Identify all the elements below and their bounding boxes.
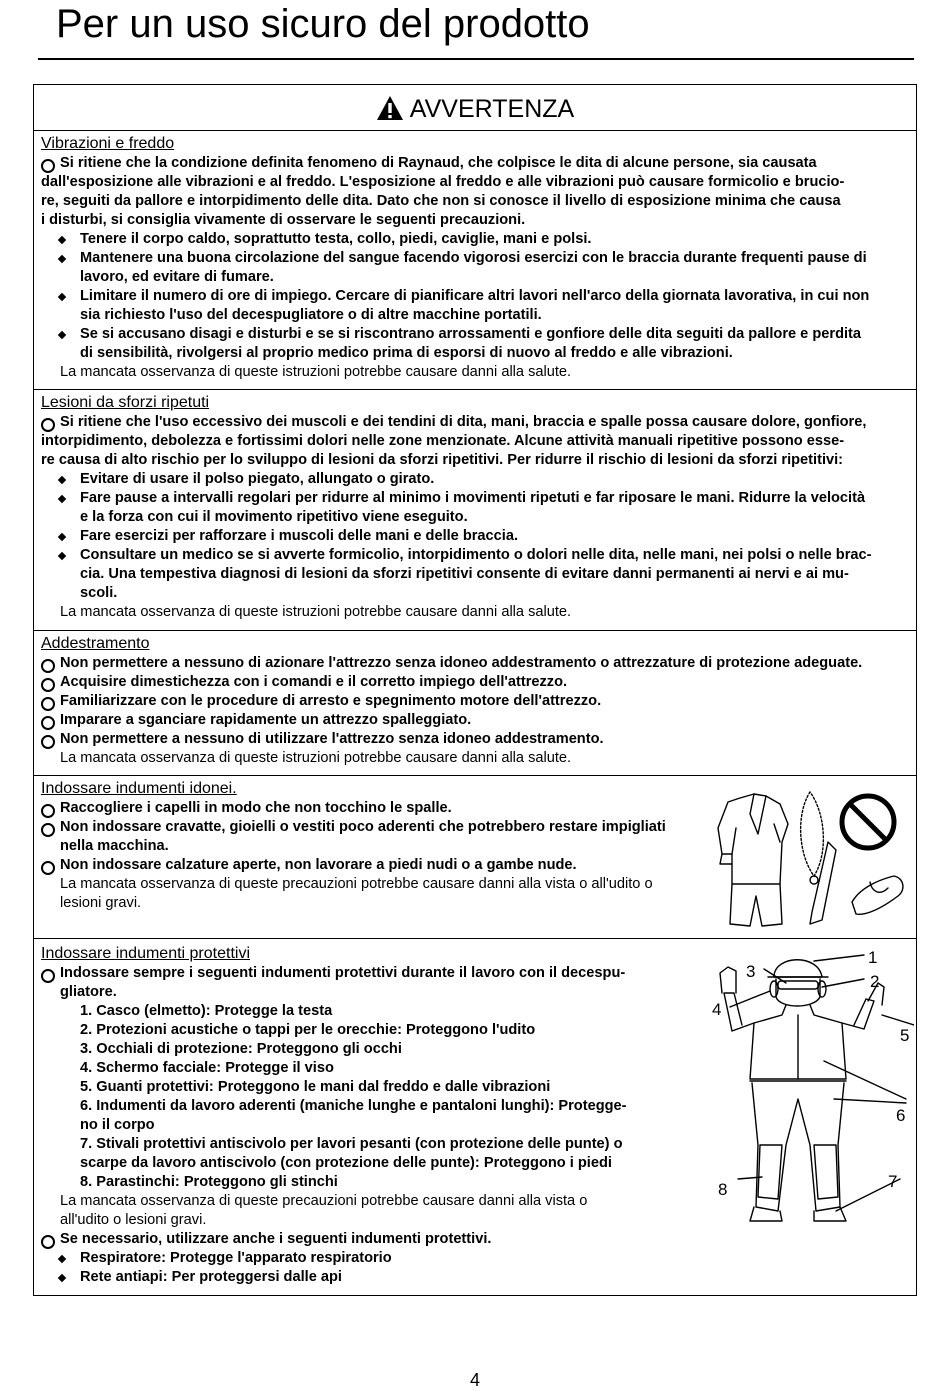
- section-clothing: [34, 775, 916, 939]
- paragraph-line: i disturbi, si consiglia vivamente di osservare le seguenti precauzioni.: [41, 212, 526, 228]
- warning-box: [33, 84, 917, 1296]
- bullet-circle-icon: [41, 735, 55, 749]
- warning-note: all'udito o lesioni gravi.: [60, 1212, 207, 1228]
- list-item: Imparare a sganciare rapidamente un attrezzo spalleggiato.: [60, 712, 472, 728]
- bullet-line: di sensibilità, rivolgersi al proprio medico prima di esporsi di nuovo al freddo e alle vibrazioni.: [80, 345, 733, 361]
- title-rule: [38, 58, 914, 60]
- section-vibration: [34, 130, 916, 390]
- section-title: Indossare indumenti protettivi: [41, 945, 250, 962]
- figure-label: 4: [712, 1000, 722, 1019]
- bullet-circle-icon: [41, 861, 55, 875]
- bullet-line: e la forza con cui il movimento ripetitivo viene eseguito.: [80, 509, 468, 525]
- figure-label: 6: [896, 1106, 906, 1125]
- figure-label: 3: [746, 962, 756, 981]
- paragraph-line: re, seguiti da pallore e intorpidimento delle dita. Dato che non si conosce il livello di esposizione minima che causa: [41, 193, 841, 209]
- bullet-line: Rete antiapi: Per proteggersi dalle api: [80, 1269, 342, 1285]
- list-item: gliatore.: [60, 984, 117, 1000]
- bullet-diamond-icon: [58, 533, 66, 541]
- loose-clothing-illustration: [710, 784, 910, 930]
- paragraph-line: Si ritiene che la condizione definita fenomeno di Raynaud, che colpisce le dita di alcune persone, sia causata: [60, 155, 817, 171]
- list-item: Non indossare calzature aperte, non lavorare a piedi nudi o a gambe nude.: [60, 857, 577, 873]
- paragraph-line: re causa di alto rischio per lo sviluppo di lesioni da sforzi ripetitivi. Per ridurre il rischio di lesioni da sforzi ripetitivi:: [41, 452, 844, 468]
- bullet-circle-icon: [41, 1235, 55, 1249]
- paragraph-line: Si ritiene che l'uso eccessivo dei muscoli e dei tendini di dita, mani, braccia e spalle possa causare dolore, gonfiore,: [60, 414, 867, 430]
- numbered-item: 1. Casco (elmetto): Protegge la testa: [80, 1003, 333, 1019]
- list-item: Non permettere a nessuno di utilizzare l'attrezzo senza idoneo addestramento.: [60, 731, 604, 747]
- section-title: Lesioni da sforzi ripetuti: [41, 394, 210, 411]
- bullet-diamond-icon: [58, 236, 66, 244]
- list-item: Se necessario, utilizzare anche i seguenti indumenti protettivi.: [60, 1231, 492, 1247]
- numbered-item: 7. Stivali protettivi antiscivolo per lavori pesanti (con protezione delle punte) o: [80, 1136, 623, 1152]
- bullet-line: Fare esercizi per rafforzare i muscoli delle mani e delle braccia.: [80, 528, 519, 544]
- bullet-diamond-icon: [58, 495, 66, 503]
- section-title: Vibrazioni e freddo: [41, 135, 175, 152]
- bullet-line: Evitare di usare il polso piegato, allungato o girato.: [80, 471, 435, 487]
- figure-label: 5: [900, 1026, 910, 1045]
- bullet-line: Respiratore: Protegge l'apparato respiratorio: [80, 1250, 392, 1266]
- list-item: Non indossare cravatte, gioielli o vestiti poco aderenti che potrebbero restare impigliati: [60, 819, 666, 835]
- list-item: Raccogliere i capelli in modo che non tocchino le spalle.: [60, 800, 452, 816]
- bullet-line: Consultare un medico se si avverte formicolio, intorpidimento o dolori nelle dita, nelle mani, nei polsi o nelle brac-: [80, 547, 872, 563]
- bullet-diamond-icon: [58, 552, 66, 560]
- warning-note: La mancata osservanza di queste istruzioni potrebbe causare danni alla salute.: [60, 364, 572, 380]
- bullet-line: scoli.: [80, 585, 118, 601]
- bullet-line: Mantenere una buona circolazione del sangue facendo vigorosi esercizi con le braccia durante frequenti pause di: [80, 250, 867, 266]
- warning-header: [34, 93, 916, 125]
- page-title: Per un uso sicuro del prodotto: [56, 2, 590, 46]
- bullet-line: Tenere il corpo caldo, soprattutto testa, collo, piedi, caviglie, mani e polsi.: [80, 231, 592, 247]
- warning-header-text: AVVERTENZA: [409, 95, 575, 123]
- section-protective: [34, 938, 916, 1298]
- warning-note: La mancata osservanza di queste precauzioni potrebbe causare danni alla vista o: [60, 1193, 588, 1209]
- bullet-line: Se si accusano disagi e disturbi e se si riscontrano arrossamenti e gonfiore delle dita seguiti da pallore e perdita: [80, 326, 862, 342]
- numbered-item: 3. Occhiali di protezione: Proteggono gli occhi: [80, 1041, 402, 1057]
- section-training: [34, 630, 916, 776]
- paragraph-line: dall'esposizione alle vibrazioni e al freddo. L'esposizione al freddo e alle vibrazioni può causare formicolio e brucio-: [41, 174, 845, 190]
- numbered-item: 2. Protezioni acustiche o tappi per le orecchie: Proteggono l'udito: [80, 1022, 536, 1038]
- bullet-circle-icon: [41, 804, 55, 818]
- numbered-item: 8. Parastinchi: Proteggono gli stinchi: [80, 1174, 338, 1190]
- bullet-diamond-icon: [58, 331, 66, 339]
- bullet-line: Fare pause a intervalli regolari per ridurre al minimo i movimenti ripetuti e far riposare le mani. Ridurre la velocità: [80, 490, 866, 506]
- list-item: nella macchina.: [60, 838, 169, 854]
- bullet-line: lavoro, ed evitare di fumare.: [80, 269, 274, 285]
- warning-note: La mancata osservanza di queste istruzioni potrebbe causare danni alla salute.: [60, 750, 572, 766]
- bullet-diamond-icon: [58, 255, 66, 263]
- bullet-diamond-icon: [58, 1274, 66, 1282]
- bullet-circle-icon: [41, 823, 55, 837]
- numbered-item: 6. Indumenti da lavoro aderenti (maniche lunghe e pantaloni lunghi): Protegge-: [80, 1098, 627, 1114]
- bullet-circle-icon: [41, 418, 55, 432]
- section-title: Addestramento: [41, 635, 150, 652]
- numbered-item: 5. Guanti protettivi: Proteggono le mani dal freddo e dalle vibrazioni: [80, 1079, 551, 1095]
- warning-note: La mancata osservanza di queste istruzioni potrebbe causare danni alla salute.: [60, 604, 572, 620]
- bullet-circle-icon: [41, 697, 55, 711]
- warning-note: lesioni gravi.: [60, 895, 142, 911]
- protective-equipment-figure: [674, 949, 914, 1229]
- section-rsi: [34, 389, 916, 631]
- bullet-line: sia richiesto l'uso del decespugliatore o di altre macchine portatili.: [80, 307, 542, 323]
- numbered-item: scarpe da lavoro antiscivolo (con protezione delle punte): Proteggono i piedi: [80, 1155, 612, 1171]
- bullet-circle-icon: [41, 969, 55, 983]
- bullet-diamond-icon: [58, 293, 66, 301]
- figure-label: 8: [718, 1180, 728, 1199]
- bullet-line: cia. Una tempestiva diagnosi di lesioni da sforzi ripetitivi consente di evitare danni permanenti ai nervi e ai mu-: [80, 566, 849, 582]
- bullet-circle-icon: [41, 716, 55, 730]
- figure-label: 2: [870, 972, 880, 991]
- page-number: 4: [469, 1370, 480, 1390]
- list-item: Acquisire dimestichezza con i comandi e il corretto impiego dell'attrezzo.: [60, 674, 568, 690]
- bullet-diamond-icon: [58, 476, 66, 484]
- paragraph-line: intorpidimento, debolezza e fortissimi dolori nelle zone menzionate. Alcune attività manuali ripetitive possono esse-: [41, 433, 845, 449]
- figure-label: 1: [868, 949, 878, 967]
- list-item: Indossare sempre i seguenti indumenti protettivi durante il lavoro con il decespu-: [60, 965, 626, 981]
- figure-label: 7: [888, 1172, 898, 1191]
- bullet-diamond-icon: [58, 1255, 66, 1263]
- list-item: Non permettere a nessuno di azionare l'attrezzo senza idoneo addestramento o attrezzature di protezione adeguate.: [60, 655, 863, 671]
- bullet-circle-icon: [41, 159, 55, 173]
- bullet-line: Limitare il numero di ore di impiego. Cercare di pianificare altri lavori nell'arco della giornata lavorativa, in cui non: [80, 288, 870, 304]
- numbered-item: no il corpo: [80, 1117, 155, 1133]
- bullet-circle-icon: [41, 659, 55, 673]
- numbered-item: 4. Schermo facciale: Protegge il viso: [80, 1060, 334, 1076]
- warning-note: La mancata osservanza di queste precauzioni potrebbe causare danni alla vista o all'udito o: [60, 876, 653, 892]
- list-item: Familiarizzare con le procedure di arresto e spegnimento motore dell'attrezzo.: [60, 693, 602, 709]
- warning-triangle-icon: [376, 95, 404, 121]
- bullet-circle-icon: [41, 678, 55, 692]
- section-title: Indossare indumenti idonei.: [41, 780, 237, 797]
